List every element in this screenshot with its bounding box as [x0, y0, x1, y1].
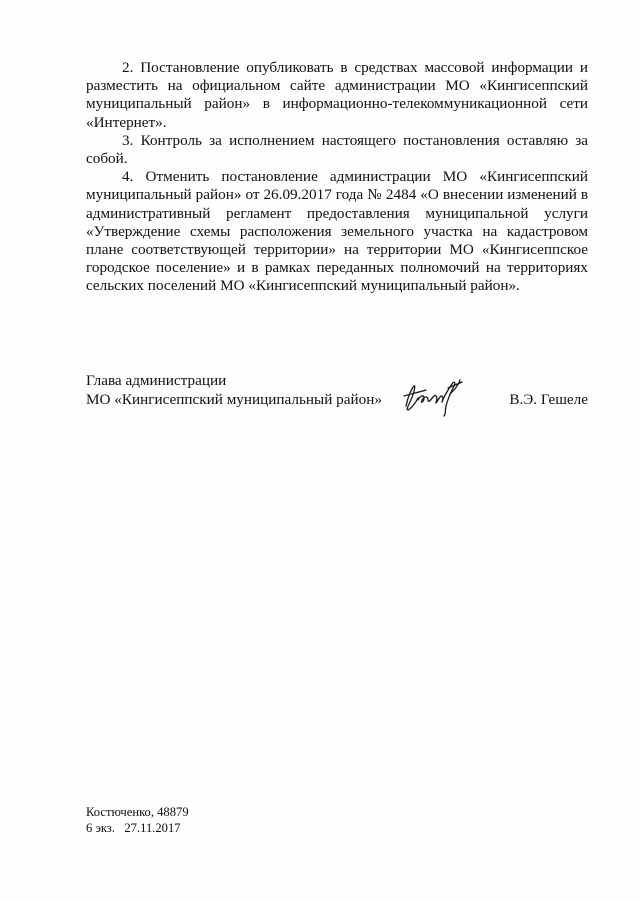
paragraph-publication: 2. Постановление опубликовать в средствах массовой информации и разместить на официальном сайте администрации МО «Кингисеппский муниципальный район» в информационно-телекоммуникационной сети «Интернет». — [86, 59, 588, 131]
handwritten-signature — [398, 372, 470, 420]
document-body — [86, 59, 588, 296]
executor-note — [86, 805, 189, 836]
paragraph-revocation: 4. Отменить постановление администрации МО «Кингисеппский муниципальный район» от 26.09.2017 года № 2484 «О внесении изменений в административный регламент предоставления муниципальной услуги «Утверждение схемы расположения земельного участка на кадастровом плане соответствующей территории» на территории МО «Кингисеппское городское поселение» и в рамках переданных полномочий на территориях сельских поселений МО «Кингисеппский муниципальный район». — [86, 168, 588, 295]
executor-contact: Костюченко, 48879 — [86, 805, 189, 819]
signature-block — [86, 371, 588, 409]
signatory-organization: МО «Кингисеппский муниципальный район» — [86, 391, 382, 408]
copies-date: 6 экз. 27.11.2017 — [86, 820, 181, 835]
paragraph-control: 3. Контроль за исполнением настоящего постановления оставляю за собой. — [86, 131, 588, 168]
signatory-title: Глава администрации — [86, 372, 227, 389]
signatory-name: В.Э. Гешеле — [509, 391, 588, 408]
